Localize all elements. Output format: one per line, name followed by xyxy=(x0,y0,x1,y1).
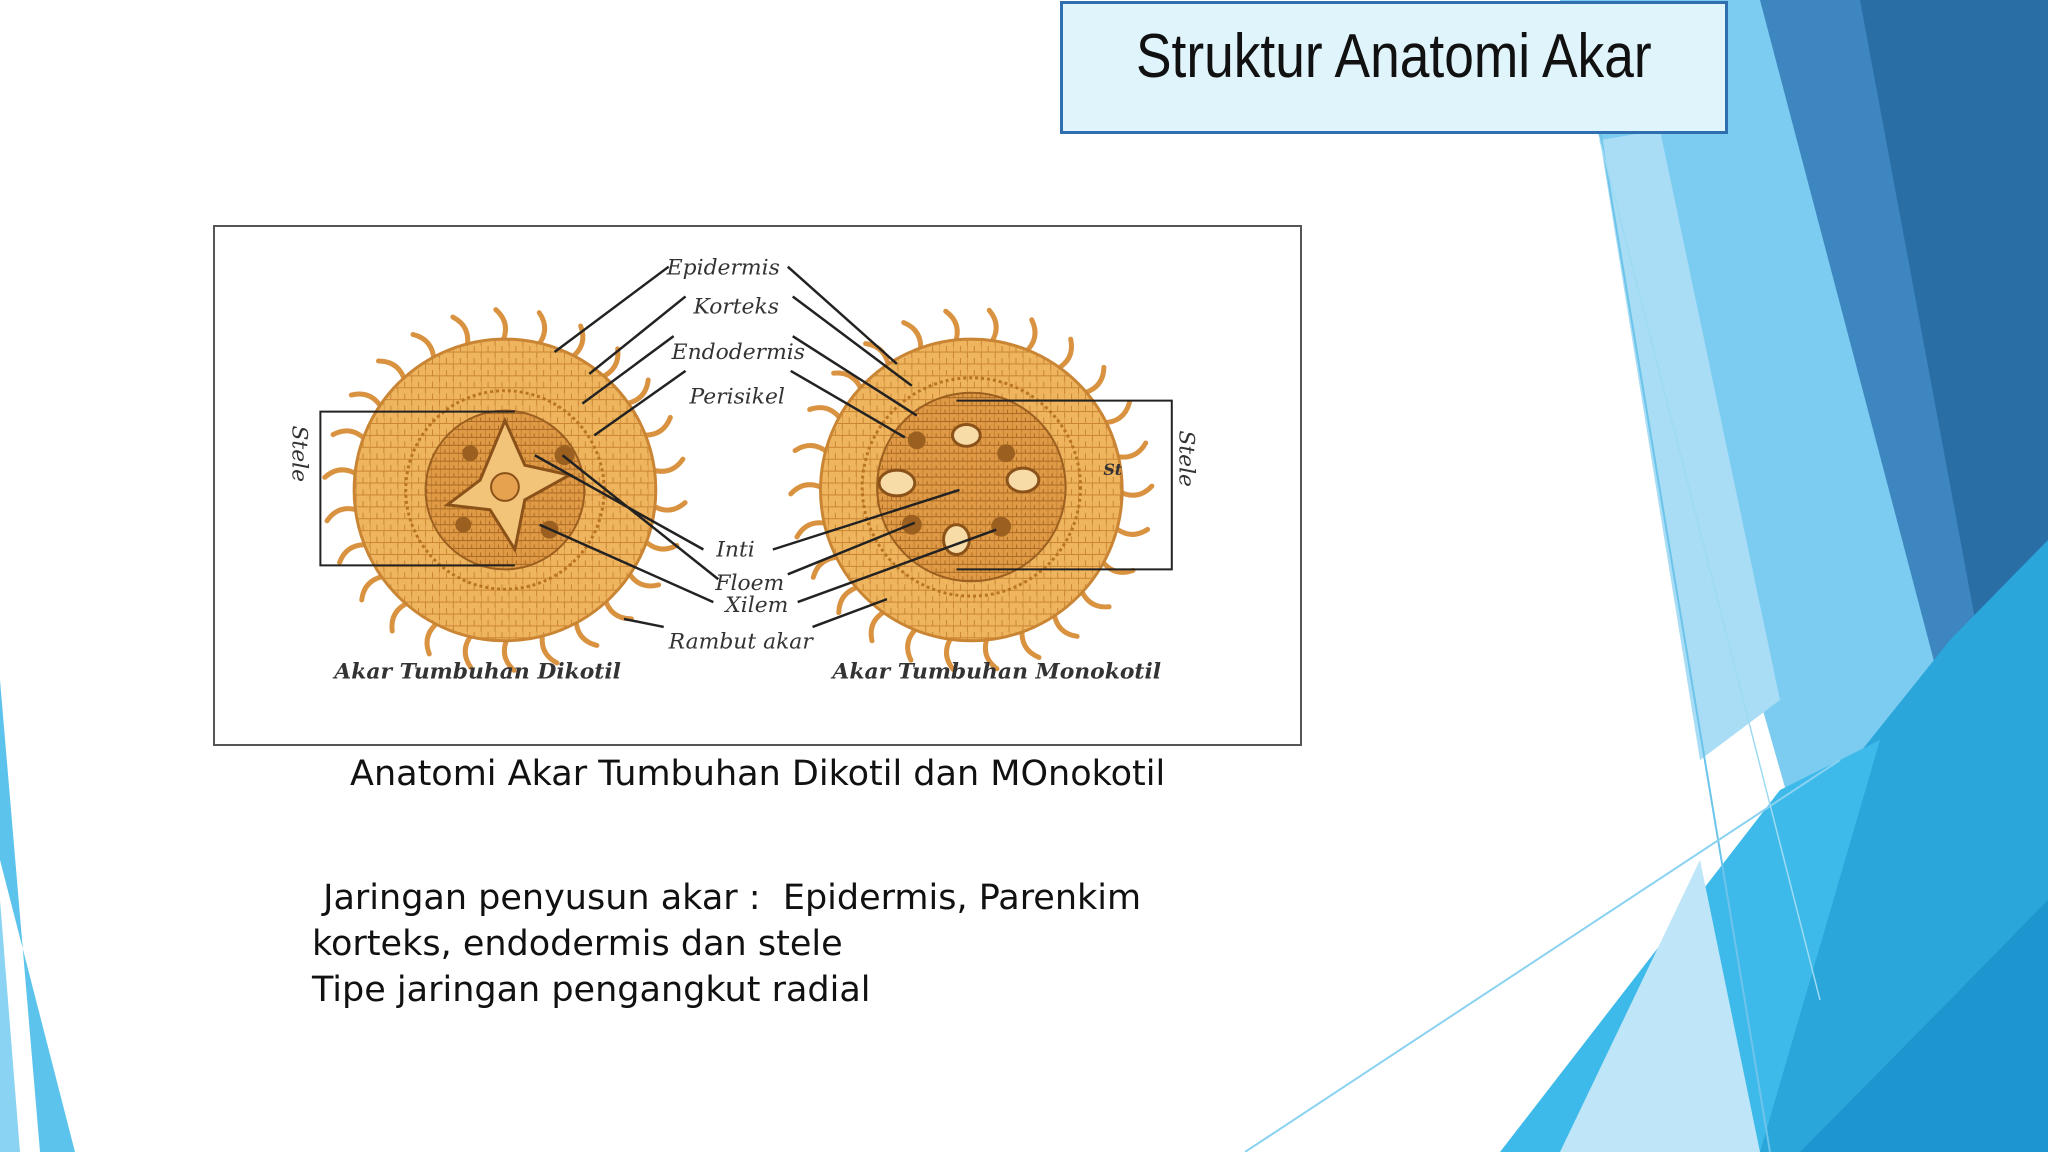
slide-title: Struktur Anatomi Akar xyxy=(1136,22,1652,91)
body-line: Tipe jaringan pengangkut radial xyxy=(312,970,871,1010)
body-text xyxy=(312,875,1141,1013)
caption-monokotil: Akar Tumbuhan Monokotil xyxy=(832,659,1162,685)
label-epidermis: Epidermis xyxy=(666,255,780,281)
label-xilem: Xilem xyxy=(725,593,789,619)
dikotil-root-section xyxy=(325,310,685,671)
root-cross-section-illustration xyxy=(215,227,1300,744)
label-perisikel: Perisikel xyxy=(689,384,785,410)
label-endodermis: Endodermis xyxy=(671,339,805,365)
label-korteks: Korteks xyxy=(693,294,779,320)
root-anatomy-figure xyxy=(213,225,1302,746)
label-rambut-akar: Rambut akar xyxy=(668,629,813,655)
body-line: korteks, endodermis dan stele xyxy=(312,924,843,964)
label-floem: Floem xyxy=(715,571,785,597)
label-st-mark: St xyxy=(1103,460,1123,480)
title-box xyxy=(1060,1,1728,134)
body-line: Jaringan penyusun akar : Epidermis, Parenkim xyxy=(312,878,1142,918)
label-inti: Inti xyxy=(716,537,755,563)
label-stele-left: Stele xyxy=(286,425,312,483)
figure-caption: Anatomi Akar Tumbuhan Dikotil dan MOnokotil xyxy=(350,754,1166,794)
caption-dikotil: Akar Tumbuhan Dikotil xyxy=(334,659,621,685)
label-stele-right: Stele xyxy=(1173,430,1199,487)
